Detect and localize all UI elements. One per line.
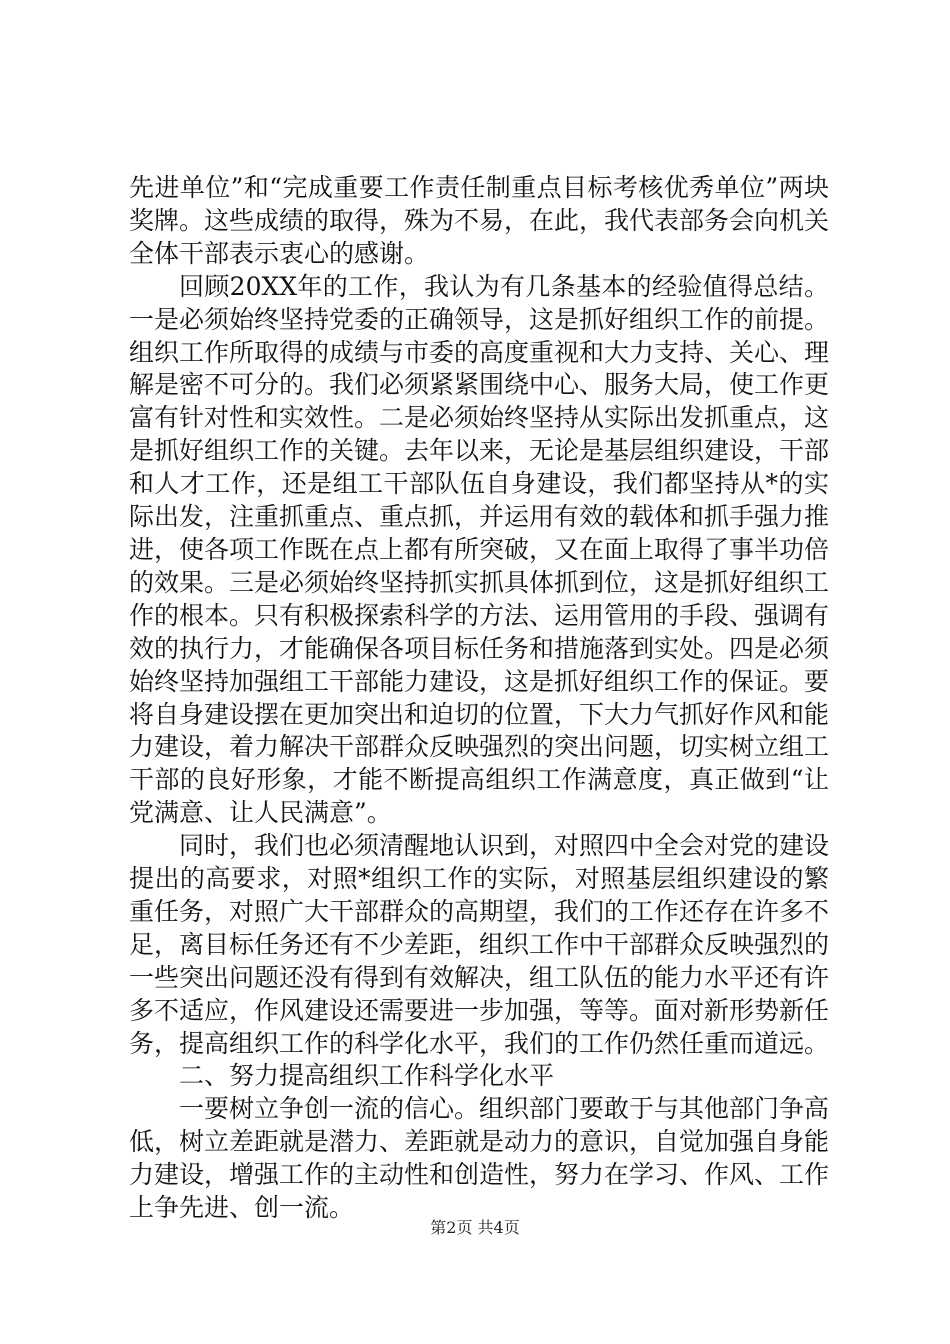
page-footer: 第2页 共4页 xyxy=(430,1218,520,1237)
paragraph-experience-summary: 回顾20XX年的工作，我认为有几条基本的经验值得总结。一是必须始终坚持党委的正确领导，这是抓好组织工作的前提。组织工作所取得的成绩与市委的高度重视和大力支持、关心、理解是密不可分的。我们必须紧紧围绕中心、服务大局，使工作更富有针对性和实效性。二是必须始终坚持从实际出发抓重点，这是抓好组织工作的关键。去年以来，无论是基层组织建设，干部和人才工作，还是组工干部队伍自身建设，我们都坚持从*的实际出发，注重抓重点、重点抓，并运用有效的载体和抓手强力推进，使各项工作既在点上都有所突破，又在面上取得了事半功倍的效果。三是必须始终坚持抓实抓具体抓到位，这是抓好组织工作的根本。只有积极探索科学的方法、运用管用的手段、强调有效的执行力，才能确保各项目标任务和措施落到实处。四是必须始终坚持加强组工干部能力建设，这是抓好组织工作的保证。要将自身建设摆在更加突出和迫切的位置，下大力气抓好作风和能力建设，着力解决干部群众反映强烈的突出问题，切实树立组工干部的良好形象，才能不断提高组织工作满意度，真正做到“让党满意、让人民满意”。 xyxy=(129,271,830,828)
section-heading-two: 二、努力提高组织工作科学化水平 xyxy=(179,1061,555,1091)
paragraph-continuation: 先进单位”和“完成重要工作责任制重点目标考核优秀单位”两块奖牌。这些成绩的取得，殊为不易，在此，我代表部务会向机关全体干部表示衷心的感谢。 xyxy=(129,173,830,268)
paragraph-shortcomings: 同时，我们也必须清醒地认识到，对照四中全会对党的建设提出的高要求，对照*组织工作的实际，对照基层组织建设的繁重任务，对照广大干部群众的高期望，我们的工作还存在许多不足，离目标任务还有不少差距，组织工作中干部群众反映强烈的一些突出问题还没有得到有效解决，组工队伍的能力水平还有许多不适应，作风建设还需要进一步加强，等等。面对新形势新任务，提高组织工作的科学化水平，我们的工作仍然任重而道远。 xyxy=(129,831,830,1058)
document-body xyxy=(129,172,829,1225)
paragraph-first-requirement: 一要树立争创一流的信心。组织部门要敢于与其他部门争高低，树立差距就是潜力、差距就是动力的意识，自觉加强自身能力建设，增强工作的主动性和创造性，努力在学习、作风、工作上争先进、创一流。 xyxy=(129,1094,830,1223)
